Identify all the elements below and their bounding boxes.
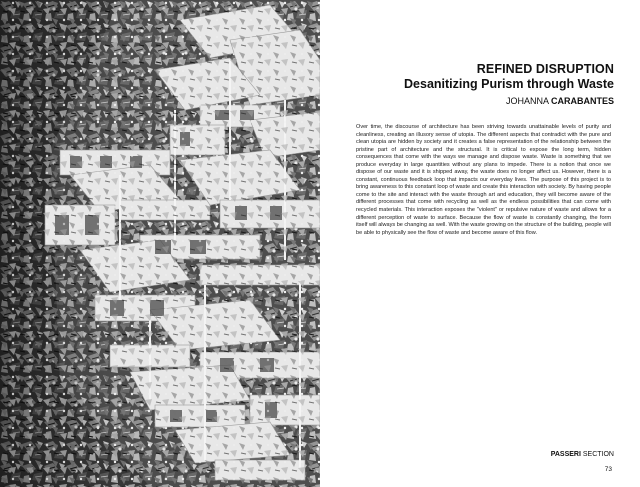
- author-first-name: JOHANNA: [505, 96, 549, 106]
- section-label: [551, 451, 614, 458]
- article-subtitle: Desanitizing Purism through Waste: [404, 77, 614, 91]
- page-number: 73: [604, 466, 612, 473]
- section-word: SECTION: [582, 451, 614, 458]
- article-body: Over time, the discourse of architecture has been striving towards unattainable levels of purity and cleanliness, creating an illusory sense of utopia. The different aspects that contradict with the pure and clean utopia are hidden by society and it creates a false representation of the relationship between the pristine part of architecture and the structural. It is critical to expose the long term, hidden consequences that come with the ways we manage and dispose waste. Waste is something that we produce everyday in large quantities without any plans to impede. There is a notion that once we dispose of our waste and it is shipped away, the waste does no longer affect us. However, there is a constant, continuous feedback loop that impacts our everyday lives. The purpose of this project is to bring awareness to this constant loop of waste and create this interaction with society. By having people come to the site and interact with the waste through art and education, they will become aware of the different processes that come with recycling as well as the endless possibilities that can come with recycled materials. This interaction exposes the "violent" or repulsive nature of waste and allows for a different perception of waste to surface. Because the flow of waste is constantly changing, the form itself will always be changing as well. With the waste growing on the structure of the building, people will be able to physically see the flow of waste and become aware of this flow.: [356, 124, 611, 236]
- article-title: REFINED DISRUPTION: [476, 62, 614, 76]
- article-author: [506, 96, 614, 106]
- author-last-name: CARABANTES: [551, 96, 614, 106]
- article-page: [320, 0, 640, 487]
- section-name: PASSERI: [550, 451, 581, 458]
